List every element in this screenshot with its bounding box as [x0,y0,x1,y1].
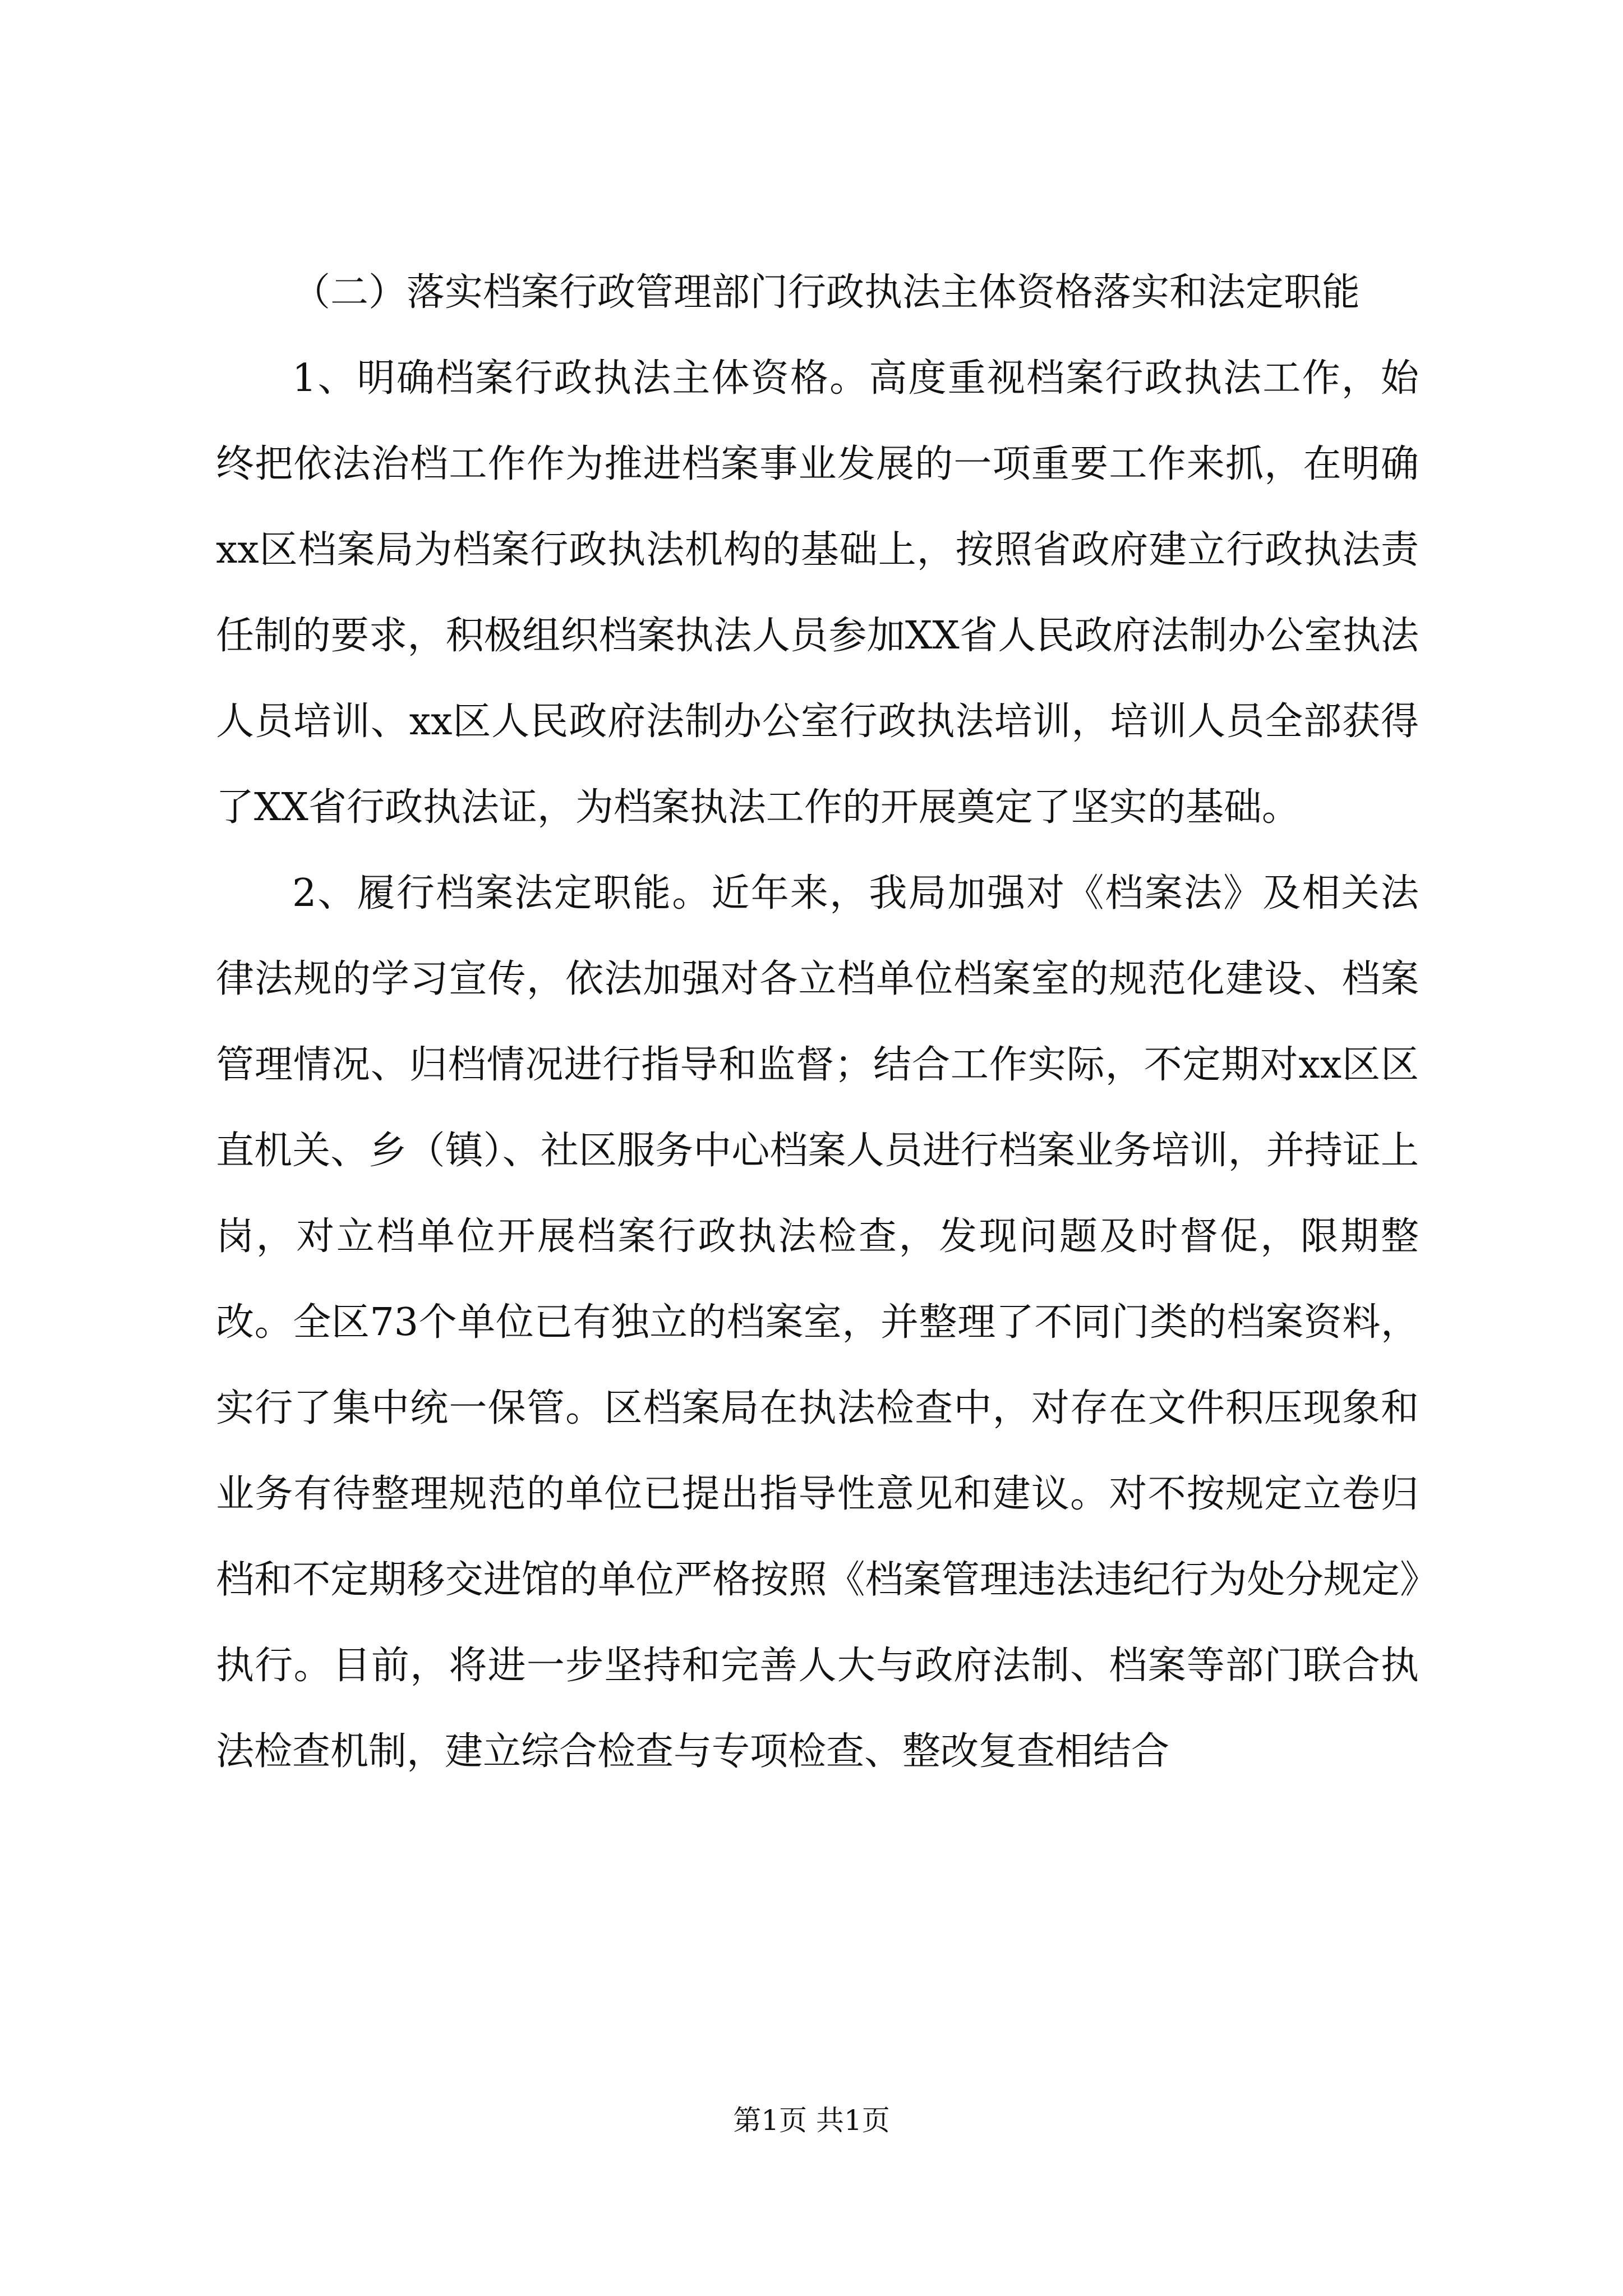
page-footer: 第1页 共1页 [733,2104,890,2137]
paragraph-1: 1、明确档案行政执法主体资格。高度重视档案行政执法工作，始终把依法治档工作作为推进档案事业发展的一项重要工作来抓，在明确xx区档案局为档案行政执法机构的基础上，按照省政府建立行政执法责任制的要求，积极组织档案执法人员参加XX省人民政府法制办公室执法人员培训、xx区人民政府法制办公室行政执法培训，培训人员全部获得了XX省行政执法证，为档案执法工作的开展奠定了坚实的基础。 [216,356,1419,830]
paragraph-2: 2、履行档案法定职能。近年来，我局加强对《档案法》及相关法律法规的学习宣传，依法加强对各立档单位档案室的规范化建设、档案管理情况、归档情况进行指导和监督；结合工作实际，不定期对xx区区直机关、乡（镇）、社区服务中心档案人员进行档案业务培训，并持证上岗，对立档单位开展档案行政执法检查，发现问题及时督促，限期整改。全区73个单位已有独立的档案室，并整理了不同门类的档案资料，实行了集中统一保管。区档案局在执法检查中，对存在文件积压现象和业务有待整理规范的单位已提出指导性意见和建议。对不按规定立卷归档和不定期移交进馆的单位严格按照《档案管理违法违纪行为处分规定》执行。目前，将进一步坚持和完善人大与政府法制、档案等部门联合执法检查机制，建立综合检查与专项检查、整改复查相结合 [216,871,1419,1774]
section-heading: （二）落实档案行政管理部门行政执法主体资格落实和法定职能 [292,270,1361,315]
document-body [216,250,1419,1795]
